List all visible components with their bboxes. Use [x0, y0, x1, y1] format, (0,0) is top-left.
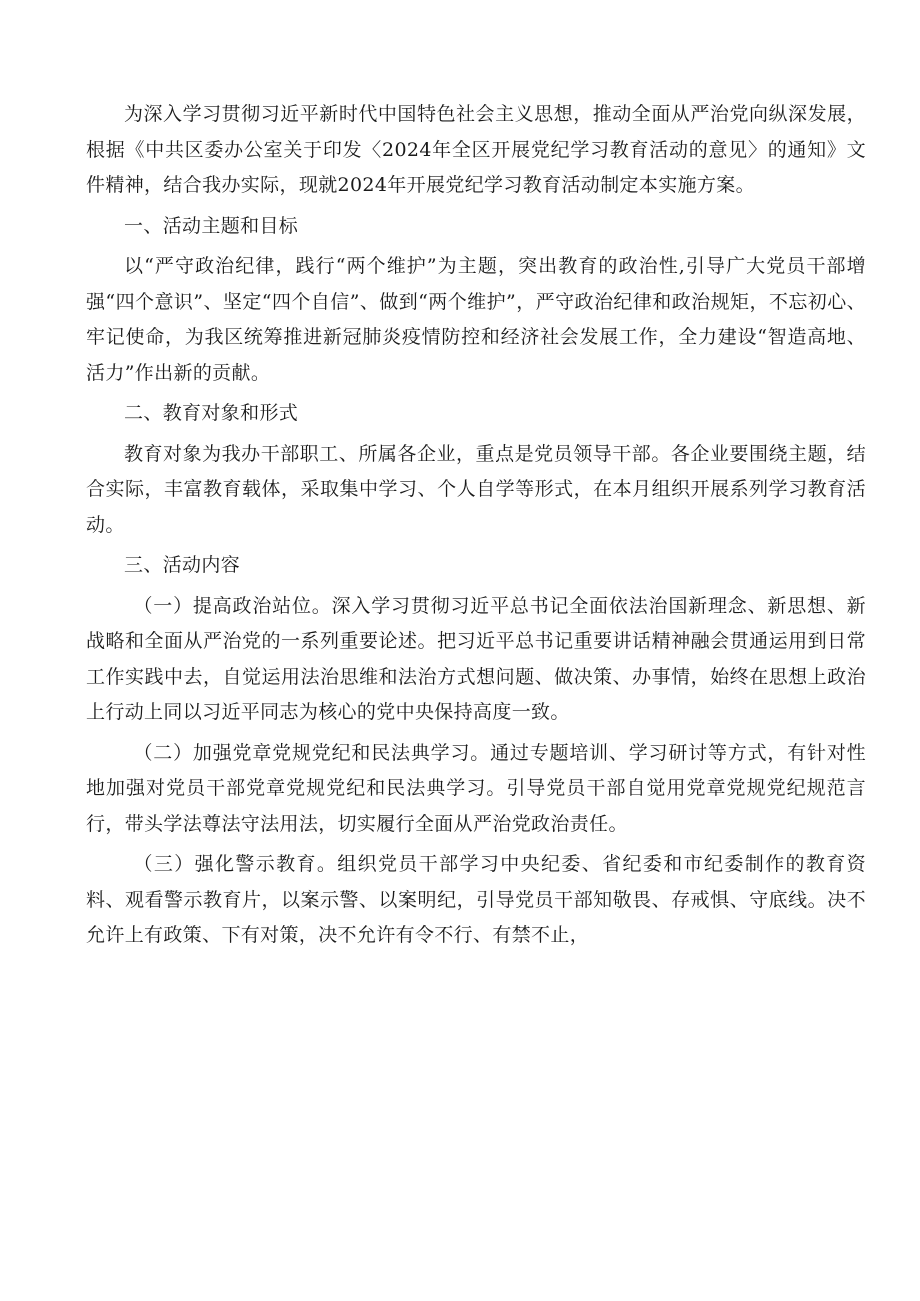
section-3-item-3: （三）强化警示教育。组织党员干部学习中央纪委、省纪委和市纪委制作的教育资料、观看警示教育片，以案示警、以案明纪，引导党员干部知敬畏、存戒惧、守底线。决不允许上有政策、下有对策，决不允许有令不行、有禁不止， [86, 853, 866, 946]
section-3-item-2: （二）加强党章党规党纪和民法典学习。通过专题培训、学习研讨等方式，有针对性地加强对党员干部党章党规党纪和民法典学习。引导党员干部自觉用党章党规党纪规范言行，带头学法尊法守法用法，切实履行全面从严治党政治责任。 [86, 741, 866, 835]
section-2-heading: 二、教育对象和形式 [124, 402, 299, 424]
section-1-paragraph: 以“严守政治纪律，践行“两个维护”为主题，突出教育的政治性,引导广大党员干部增强“四个意识”、坚定“四个自信”、做到“两个维护”，严守政治纪律和政治规矩，不忘初心、牢记使命，为我区统筹推进新冠肺炎疫情防控和经济社会发展工作，全力建设“智造高地、活力”作出新的贡献。 [86, 255, 866, 384]
section-3-item-1: （一）提高政治站位。深入学习贯彻习近平总书记全面依法治国新理念、新思想、新战略和全面从严治党的一系列重要论述。把习近平总书记重要讲话精神融会贯通运用到日常工作实践中去，自觉运用法治思维和法治方式想问题、做决策、办事情，始终在思想上政治上行动上同以习近平同志为核心的党中央保持高度一致。 [86, 594, 866, 723]
section-2-paragraph: 教育对象为我办干部职工、所属各企业，重点是党员领导干部。各企业要围绕主题，结合实际，丰富教育载体，采取集中学习、个人自学等形式，在本月组织开展系列学习教育活动。 [86, 442, 866, 536]
document-body [86, 97, 866, 959]
section-1-heading: 一、活动主题和目标 [124, 214, 299, 237]
section-3-heading: 三、活动内容 [124, 554, 241, 576]
intro-paragraph: 为深入学习贯彻习近平新时代中国特色社会主义思想，推动全面从严治党向纵深发展，根据《中共区委办公室关于印发〈2024年全区开展党纪学习教育活动的意见〉的通知》文件精神，结合我办实际，现就2024年开展党纪学习教育活动制定本实施方案。 [86, 103, 866, 196]
